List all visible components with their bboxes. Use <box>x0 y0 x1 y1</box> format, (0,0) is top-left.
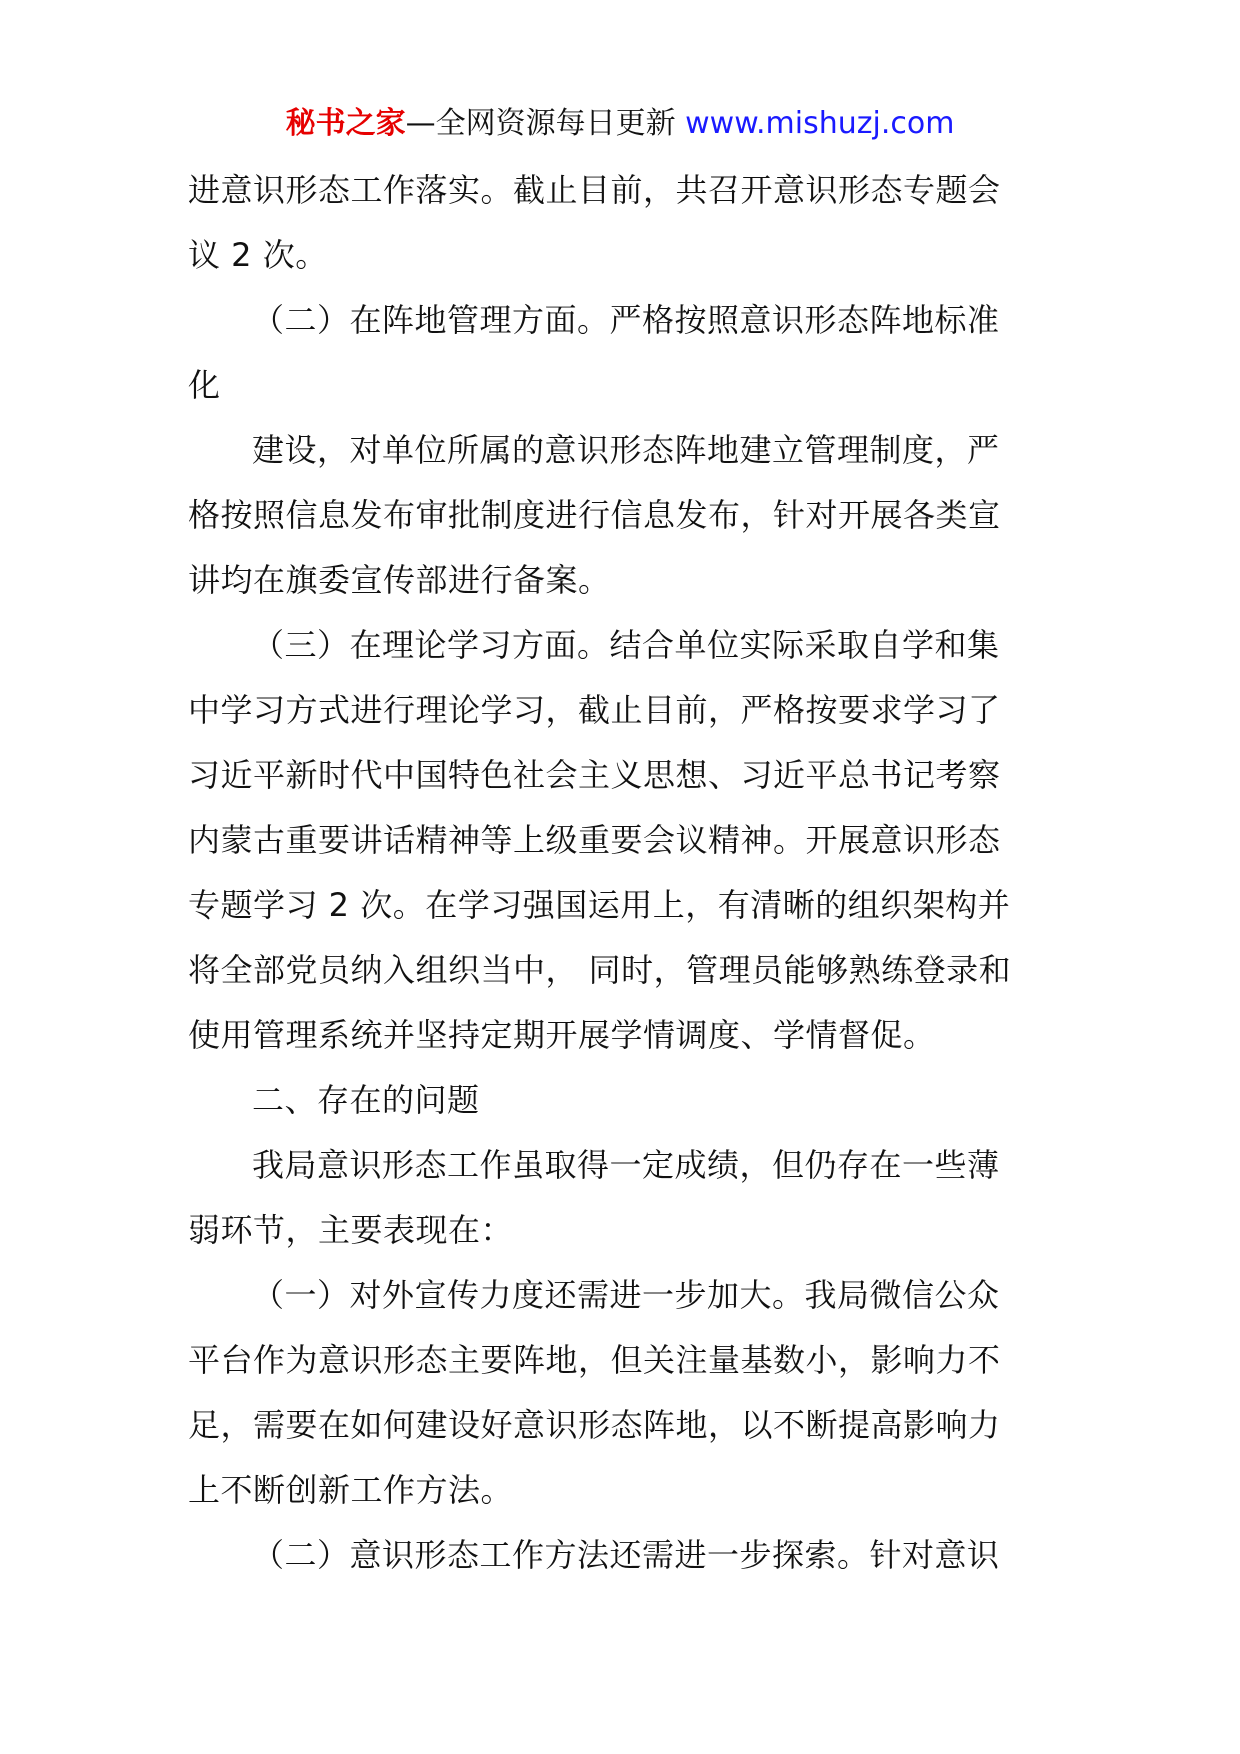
text-line: 议 2 次。 <box>188 236 328 274</box>
text-line: 足，需要在如何建设好意识形态阵地，以不断提高影响力 <box>188 1406 1001 1444</box>
text-line: 弱环节，主要表现在： <box>188 1211 514 1249</box>
text-line: 内蒙古重要讲话精神等上级重要会议精神。开展意识形态 <box>188 821 1001 859</box>
site-url[interactable]: www.mishuzj.com <box>685 106 955 141</box>
text-line: （三）在理论学习方面。结合单位实际采取自学和集 <box>252 626 1000 664</box>
site-brand: 秘书之家 <box>285 106 406 141</box>
text-line: 我局意识形态工作虽取得一定成绩，但仍存在一些薄 <box>252 1146 1000 1184</box>
document-body <box>188 158 1058 1588</box>
text-line: 格按照信息发布审批制度进行信息发布，针对开展各类宣 <box>188 496 1001 534</box>
text-line: 使用管理系统并坚持定期开展学情调度、学情督促。 <box>188 1016 936 1054</box>
text-line: （一）对外宣传力度还需进一步加大。我局微信公众 <box>252 1276 1000 1314</box>
site-header <box>0 104 1240 144</box>
text-line: 讲均在旗委宣传部进行备案。 <box>188 561 611 599</box>
text-line: 建设，对单位所属的意识形态阵地建立管理制度，严 <box>252 431 1000 469</box>
text-line: （二）意识形态工作方法还需进一步探索。针对意识 <box>252 1536 1000 1574</box>
text-line: 化 <box>188 366 221 404</box>
text-line: 进意识形态工作落实。截止目前，共召开意识形态专题会 <box>188 171 1001 209</box>
text-line: 平台作为意识形态主要阵地，但关注量基数小，影响力不 <box>188 1341 1001 1379</box>
text-line: 中学习方式进行理论学习，截止目前，严格按要求学习了 <box>188 691 1001 729</box>
text-line: 将全部党员纳入组织当中， 同时，管理员能够熟练登录和 <box>188 951 1012 989</box>
text-line: （二）在阵地管理方面。严格按照意识形态阵地标准 <box>252 301 1000 339</box>
text-line: 习近平新时代中国特色社会主义思想、习近平总书记考察 <box>188 756 1001 794</box>
section-heading: 二、存在的问题 <box>252 1081 480 1119</box>
site-tagline: —全网资源每日更新 <box>405 106 686 141</box>
text-line: 上不断创新工作方法。 <box>188 1471 514 1509</box>
text-line: 专题学习 2 次。在学习强国运用上，有清晰的组织架构并 <box>188 886 1011 924</box>
